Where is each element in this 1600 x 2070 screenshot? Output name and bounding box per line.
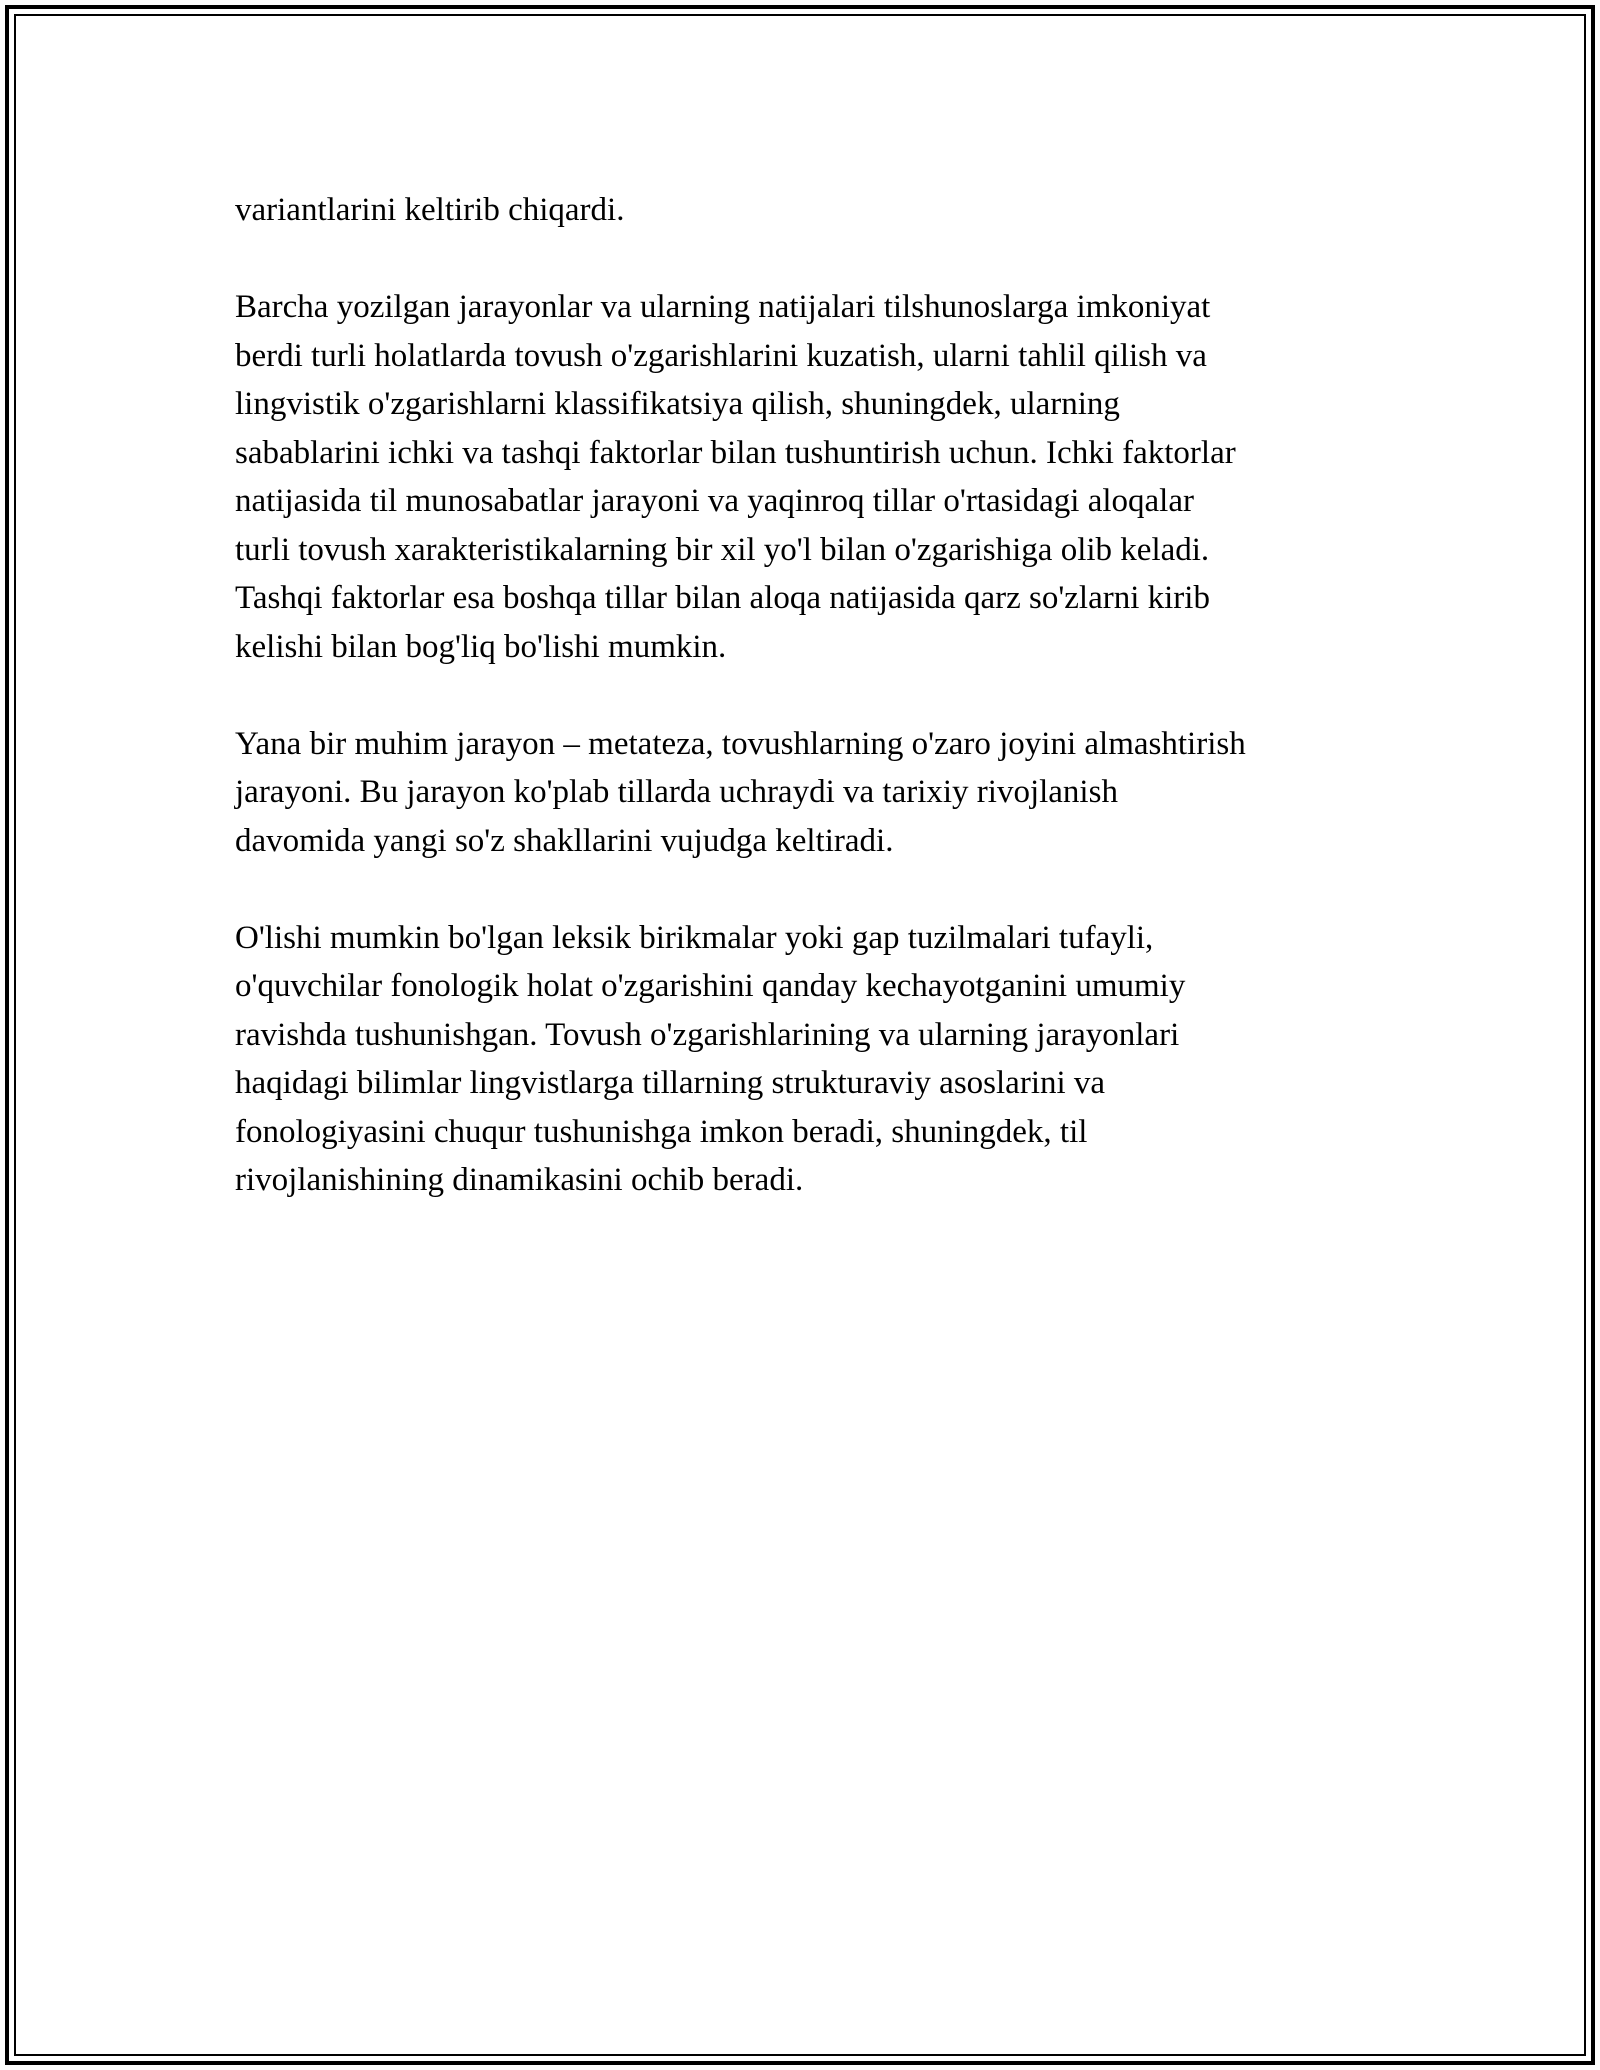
paragraph-2 — [235, 283, 1385, 671]
text-line: Yana bir muhim jarayon – metateza, tovushlarning o'zaro joyini almashtirish — [235, 725, 1246, 762]
text-line: turli tovush xarakteristikalarning bir xil yo'l bilan o'zgarishiga olib keladi. — [235, 531, 1210, 568]
paragraph-4 — [235, 914, 1385, 1205]
text-line: davomida yangi so'z shakllarini vujudga keltiradi. — [235, 822, 894, 859]
text-line: variantlarini keltirib chiqardi. — [235, 192, 625, 228]
document-body — [235, 186, 1385, 1253]
text-line: ravishda tushunishgan. Tovush o'zgarishlarining va ularning jarayonlari — [235, 1016, 1180, 1053]
text-line: haqidagi bilimlar lingvistlarga tillarning strukturaviy asoslarini va — [235, 1065, 1106, 1101]
text-line: Barcha yozilgan jarayonlar va ularning natijalari tilshunoslarga imkoniyat — [235, 289, 1211, 325]
text-line: rivojlanishining dinamikasini ochib beradi. — [235, 1162, 804, 1198]
text-line: o'quvchilar fonologik holat o'zgarishini qanday kechayotganini umumiy — [235, 968, 1186, 1004]
text-line: Tashqi faktorlar esa boshqa tillar bilan aloqa natijasida qarz so'zlarni kirib — [235, 580, 1210, 616]
text-line: fonologiyasini chuqur tushunishga imkon beradi, shuningdek, til — [235, 1113, 1088, 1150]
text-line: sabablarini ichki va tashqi faktorlar bilan tushuntirish uchun. Ichki faktorlar — [235, 434, 1236, 471]
text-line: O'lishi mumkin bo'lgan leksik birikmalar yoki gap tuzilmalari tufayli, — [235, 919, 1154, 956]
paragraph-1 — [235, 186, 1385, 235]
paragraph-3 — [235, 720, 1385, 866]
text-line: lingvistik o'zgarishlarni klassifikatsiya qilish, shuningdek, ularning — [235, 386, 1120, 422]
text-line: berdi turli holatlarda tovush o'zgarishlarini kuzatish, ularni tahlil qilish va — [235, 337, 1207, 374]
text-line: jarayoni. Bu jarayon ko'plab tillarda uchraydi va tarixiy rivojlanish — [235, 774, 1118, 810]
text-line: natijasida til munosabatlar jarayoni va yaqinroq tillar o'rtasidagi aloqalar — [235, 483, 1194, 519]
text-line: kelishi bilan bog'liq bo'lishi mumkin. — [235, 628, 727, 665]
